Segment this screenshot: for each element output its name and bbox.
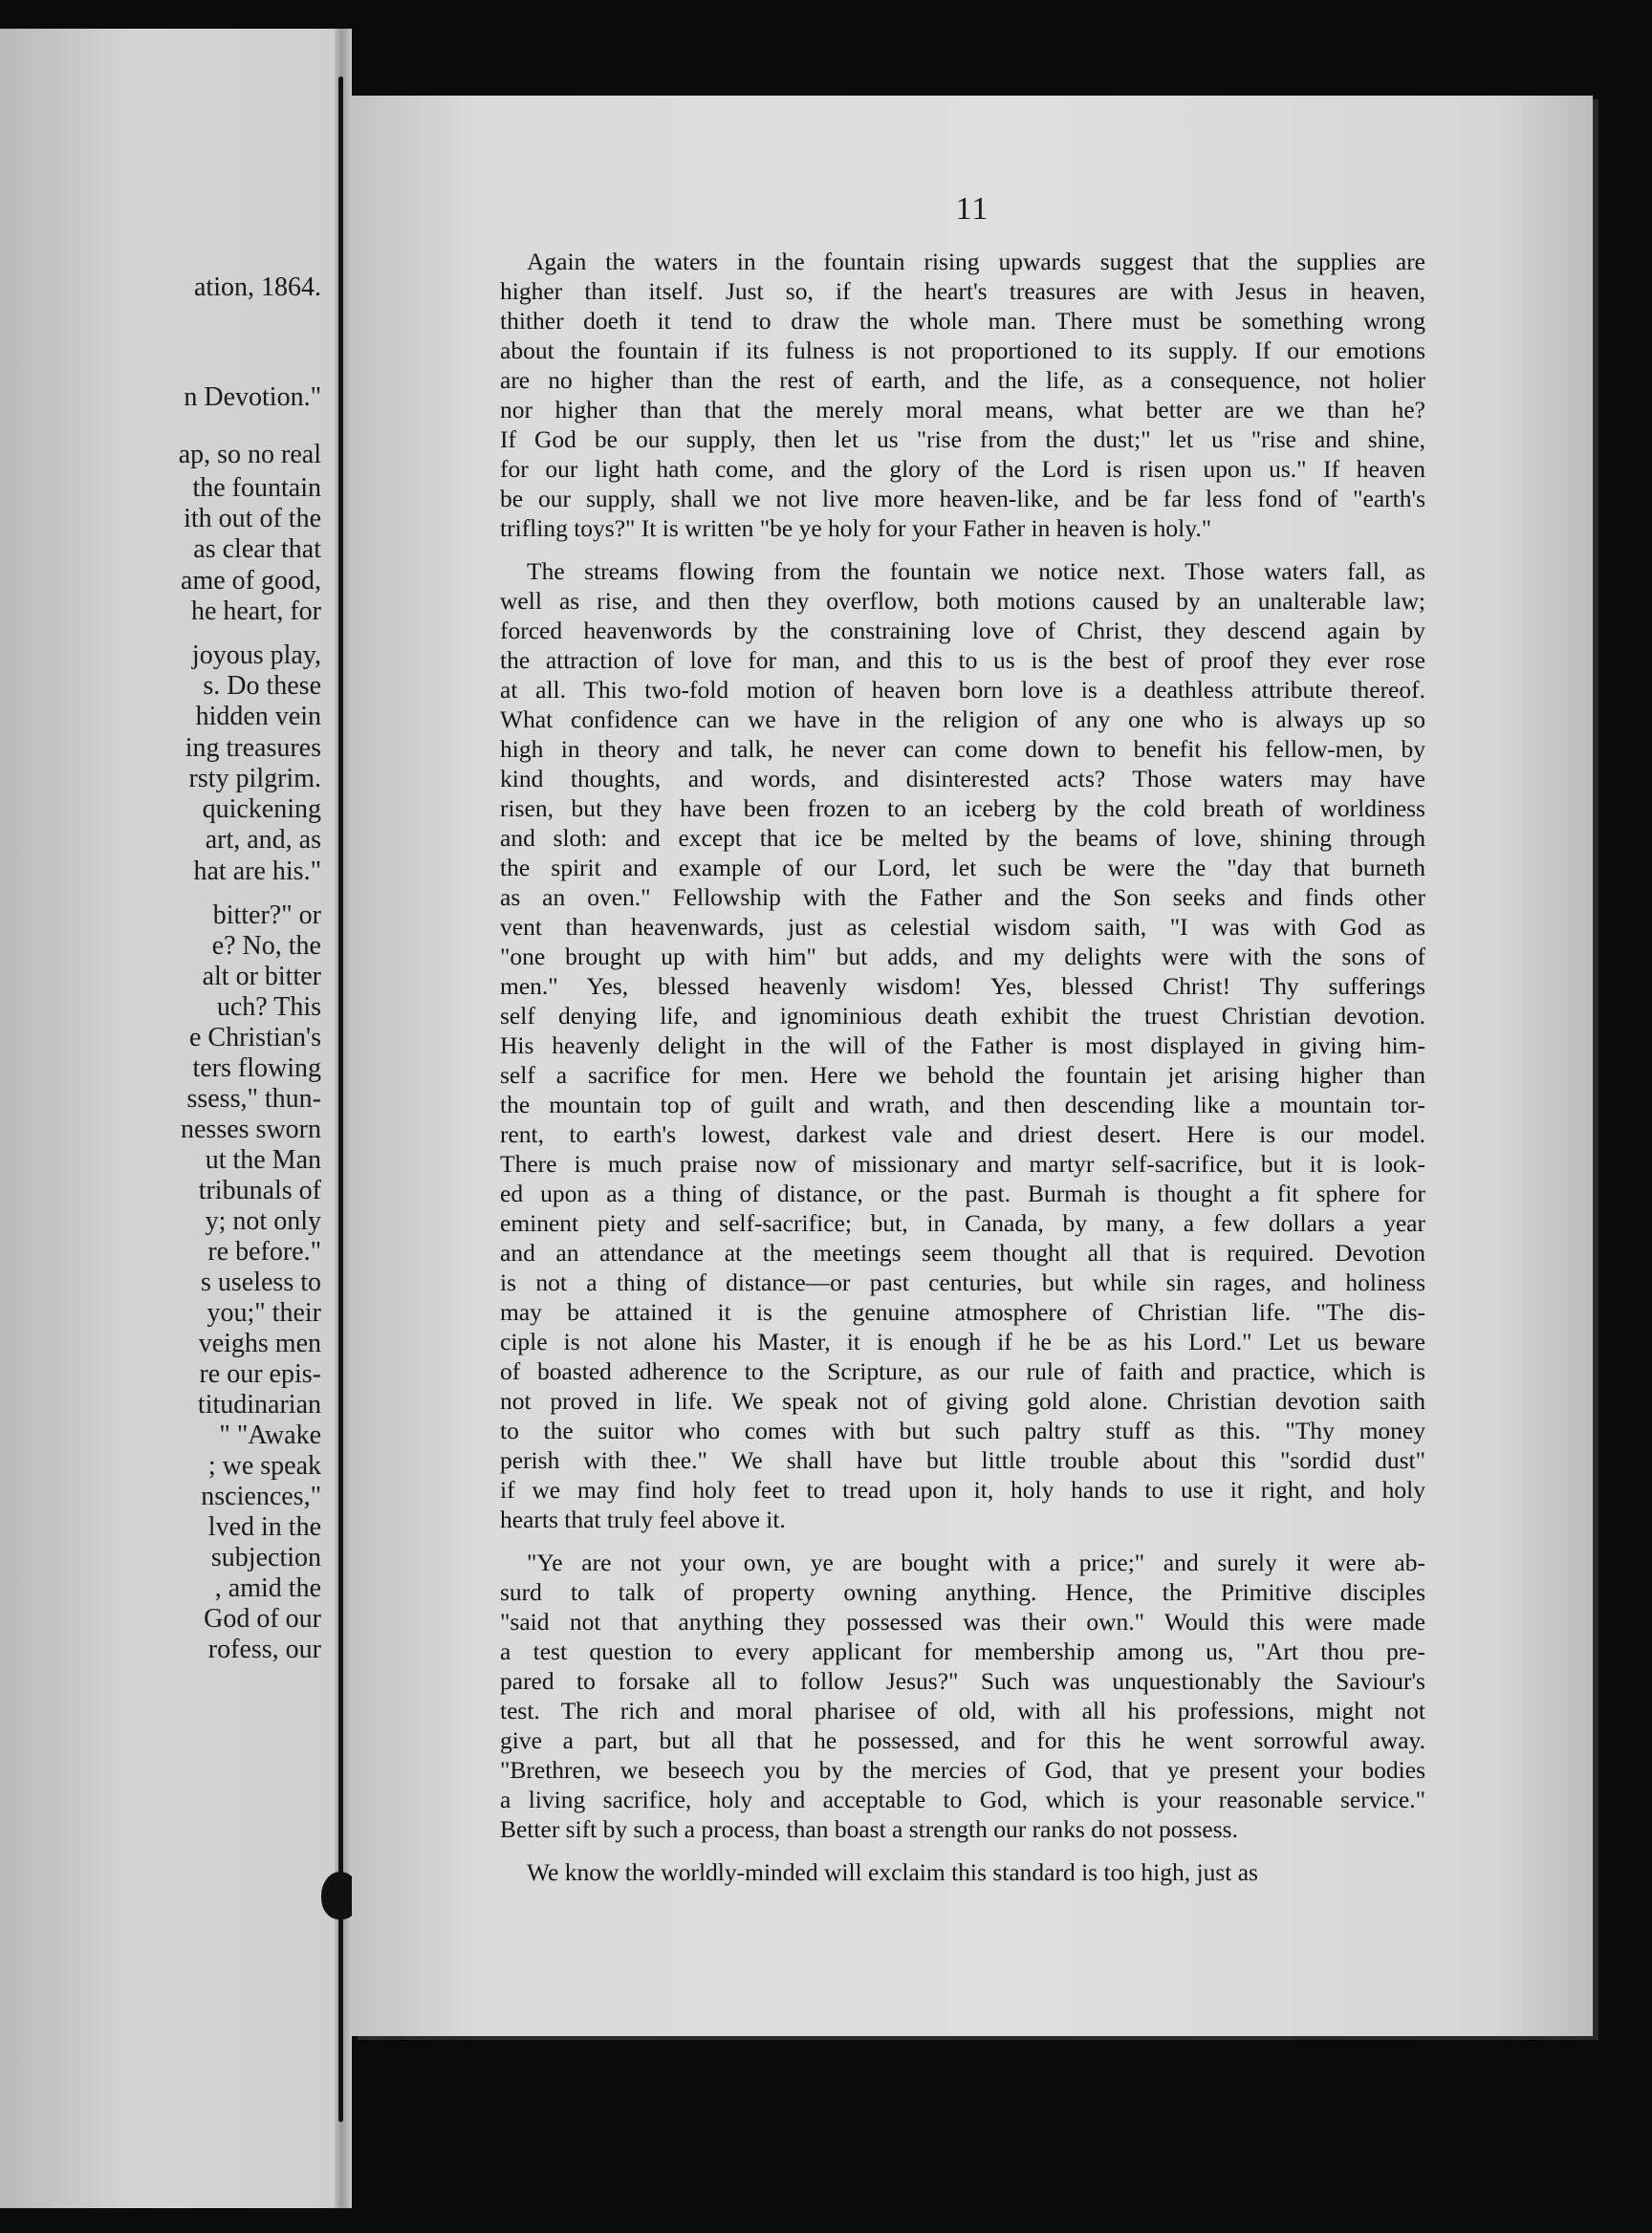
text-line: If God be our supply, then let us "rise from the dust;" let us "rise and shine, bbox=[500, 425, 1425, 453]
left-page-fragment: subjection bbox=[210, 1543, 321, 1572]
paragraph bbox=[500, 247, 1425, 543]
left-page-fragment: ith out of the bbox=[184, 504, 321, 533]
left-page-fragment: hat are his." bbox=[193, 856, 321, 886]
text-line: not proved in life. We speak not of giving gold alone. Christian devotion saith bbox=[500, 1387, 1425, 1415]
text-line: vent than heavenwards, just as celestial wisdom saith, "I was with God as bbox=[500, 913, 1425, 941]
text-line: "one brought up with him" but adds, and my delights were with the sons of bbox=[500, 943, 1425, 970]
left-page-fragment: s useless to bbox=[201, 1268, 321, 1297]
left-page-fragment: titudinarian bbox=[197, 1390, 321, 1420]
left-page-fragment: , amid the bbox=[214, 1573, 321, 1603]
text-line: eminent piety and self-sacrifice; but, in Canada, by many, a few dollars a year bbox=[500, 1209, 1425, 1237]
text-line: There is much praise now of missionary and martyr self-sacrifice, but it is look- bbox=[500, 1150, 1425, 1178]
left-page-fragment: rofess, our bbox=[207, 1635, 321, 1664]
text-line: "said not that anything they possessed was their own." Would this were made bbox=[500, 1608, 1425, 1636]
paragraph bbox=[500, 1857, 1425, 1887]
left-page-fragment: e? No, the bbox=[211, 931, 321, 961]
left-page-fragment: hidden vein bbox=[195, 702, 321, 731]
text-line: a living sacrifice, holy and acceptable to God, which is your reasonable service." bbox=[500, 1786, 1425, 1813]
text-line: The streams flowing from the fountain we notice next. Those waters fall, as bbox=[527, 557, 1425, 585]
paragraph bbox=[500, 1548, 1425, 1844]
text-line: men." Yes, blessed heavenly wisdom! Yes, blessed Christ! Thy sufferings bbox=[500, 972, 1425, 1000]
text-line: well as rise, and then they overflow, both motions caused by an unalterable law; bbox=[500, 587, 1425, 615]
text-line: test. The rich and moral pharisee of old, with all his professions, might not bbox=[500, 1697, 1425, 1724]
left-page-fragment: veighs men bbox=[198, 1329, 321, 1358]
left-page-fragment: ame of good, bbox=[181, 566, 321, 596]
text-line: may be attained it is the genuine atmosphere of Christian life. "The dis- bbox=[500, 1298, 1425, 1326]
left-page-fragment: the fountain bbox=[192, 473, 321, 503]
left-page-fragment: art, and, as bbox=[205, 825, 321, 855]
left-page-fragment: he heart, for bbox=[190, 596, 321, 626]
text-line: a test question to every applicant for membership among us, "Art thou pre- bbox=[500, 1637, 1425, 1665]
left-page-fragment: God of our bbox=[204, 1604, 321, 1634]
left-page-fragment: nesses sworn bbox=[181, 1115, 321, 1144]
text-line: for our light hath come, and the glory of the Lord is risen upon us." If heaven bbox=[500, 455, 1425, 483]
text-line: at all. This two-fold motion of heaven born love is a deathless attribute thereof. bbox=[500, 676, 1425, 704]
text-line: Again the waters in the fountain rising upwards suggest that the supplies are bbox=[527, 248, 1425, 275]
text-line: the attraction of love for man, and this to us is the best of proof they ever rose bbox=[500, 646, 1425, 674]
left-page-fragment: alt or bitter bbox=[202, 962, 321, 991]
left-page-fragment: y; not only bbox=[205, 1206, 321, 1236]
text-line: high in theory and talk, he never can come down to benefit his fellow-men, by bbox=[500, 735, 1425, 763]
text-line: perish with thee." We shall have but little trouble about this "sordid dust" bbox=[500, 1446, 1425, 1474]
text-line: Better sift by such a process, than boast a strength our ranks do not possess. bbox=[500, 1815, 1238, 1843]
text-line: His heavenly delight in the will of the Father is most displayed in giving him- bbox=[500, 1031, 1425, 1059]
text-line: nor higher than that the merely moral means, what better are we than he? bbox=[500, 396, 1425, 423]
text-line: to the suitor who comes with but such paltry stuff as this. "Thy money bbox=[500, 1417, 1425, 1444]
text-line: self a sacrifice for men. Here we behold the fountain jet arising higher than bbox=[500, 1061, 1425, 1089]
text-line: of boasted adherence to the Scripture, as our rule of faith and practice, which is bbox=[500, 1357, 1425, 1385]
text-line: hearts that truly feel above it. bbox=[500, 1506, 786, 1533]
text-line: ed upon as a thing of distance, or the past. Burmah is thought a fit sphere for bbox=[500, 1180, 1425, 1207]
text-line: if we may find holy feet to tread upon it, holy hands to use it right, and holy bbox=[500, 1476, 1425, 1504]
text-line: "Ye are not your own, ye are bought with a price;" and surely it were ab- bbox=[527, 1549, 1425, 1576]
text-line: surd to talk of property owning anything. Hence, the Primitive disciples bbox=[500, 1578, 1425, 1606]
text-line: What confidence can we have in the religion of any one who is always up so bbox=[500, 705, 1425, 733]
paragraph bbox=[500, 556, 1425, 1534]
left-page-fragment: quickening bbox=[202, 794, 321, 824]
binding-line bbox=[338, 76, 343, 2122]
left-page-fragment: nsciences," bbox=[201, 1482, 321, 1511]
left-page-fragment: e Christian's bbox=[188, 1023, 321, 1052]
text-line: the mountain top of guilt and wrath, and then descending like a mountain tor- bbox=[500, 1091, 1425, 1118]
text-line: kind thoughts, and words, and disinterested acts? Those waters may have bbox=[500, 765, 1425, 792]
left-page-fragment: lved in the bbox=[207, 1512, 321, 1542]
left-page-fragment: s. Do these bbox=[203, 671, 321, 701]
text-line: give a part, but all that he possessed, and for this he went sorrowful away. bbox=[500, 1726, 1425, 1754]
left-page-fragment: joyous play, bbox=[191, 640, 321, 670]
text-line: as an oven." Fellowship with the Father and the Son seeks and finds other bbox=[500, 883, 1425, 911]
text-line: forced heavenwords by the constraining love of Christ, they descend again by bbox=[500, 617, 1425, 644]
text-line: is not a thing of distance—or past centuries, but while sin rages, and holiness bbox=[500, 1268, 1425, 1296]
text-line: risen, but they have been frozen to an iceberg by the cold breath of worldiness bbox=[500, 794, 1425, 822]
text-line: and an attendance at the meetings seem thought all that is required. Devotion bbox=[500, 1239, 1425, 1267]
left-page-fragment: ters flowing bbox=[192, 1053, 321, 1083]
text-line: are no higher than the rest of earth, and the life, as a consequence, not holier bbox=[500, 366, 1425, 394]
left-page-fragment: ; we speak bbox=[207, 1451, 321, 1481]
text-line: higher than itself. Just so, if the heart's treasures are with Jesus in heaven, bbox=[500, 277, 1425, 305]
left-page-fragment: ut the Man bbox=[205, 1145, 321, 1175]
text-line: the spirit and example of our Lord, let such be were the "day that burneth bbox=[500, 854, 1425, 881]
text-line: thither doeth it tend to draw the whole man. There must be something wrong bbox=[500, 307, 1425, 335]
text-line: pared to forsake all to follow Jesus?" Such was unquestionably the Saviour's bbox=[500, 1667, 1425, 1695]
left-page-fragment: rsty pilgrim. bbox=[188, 764, 321, 793]
text-line: be our supply, shall we not live more heaven-like, and be far less fond of "earth's bbox=[500, 485, 1425, 512]
text-line: We know the worldly-minded will exclaim this standard is too high, just as bbox=[527, 1858, 1258, 1886]
left-page-fragment: re before." bbox=[207, 1237, 321, 1267]
left-page-fragment: you;" their bbox=[206, 1298, 321, 1328]
left-page-fragment: uch? This bbox=[216, 992, 321, 1022]
left-page-fragment: ap, so no real bbox=[178, 440, 321, 469]
left-page-fragment: re our epis- bbox=[199, 1359, 321, 1389]
left-page-fragment: ing treasures bbox=[185, 733, 321, 763]
text-line: and sloth: and except that ice be melted by the beams of love, shining through bbox=[500, 824, 1425, 852]
left-page-fragment: tribunals of bbox=[198, 1176, 321, 1205]
right-page bbox=[352, 96, 1593, 2036]
left-page bbox=[0, 29, 335, 2208]
text-line: about the fountain if its fulness is not proportioned to its supply. If our emotions bbox=[500, 336, 1425, 364]
text-line: ciple is not alone his Master, it is enough if he be as his Lord." Let us beware bbox=[500, 1328, 1425, 1355]
left-page-fragment: " "Awake bbox=[219, 1420, 321, 1450]
text-line: rent, to earth's lowest, darkest vale and driest desert. Here is our model. bbox=[500, 1120, 1425, 1148]
text-column bbox=[500, 247, 1425, 1900]
left-page-fragment: n Devotion." bbox=[184, 382, 321, 412]
text-line: trifling toys?" It is written "be ye holy for your Father in heaven is holy." bbox=[500, 514, 1212, 542]
left-page-fragment: ation, 1864. bbox=[194, 272, 321, 302]
page-number: 11 bbox=[955, 191, 989, 227]
text-line: "Brethren, we beseech you by the mercies of God, that ye present your bodies bbox=[500, 1756, 1425, 1784]
left-page-fragment: bitter?" or bbox=[212, 900, 321, 930]
left-page-fragment: ssess," thun- bbox=[186, 1084, 321, 1114]
text-line: self denying life, and ignominious death exhibit the truest Christian devotion. bbox=[500, 1002, 1425, 1030]
left-page-fragment: as clear that bbox=[193, 534, 321, 564]
